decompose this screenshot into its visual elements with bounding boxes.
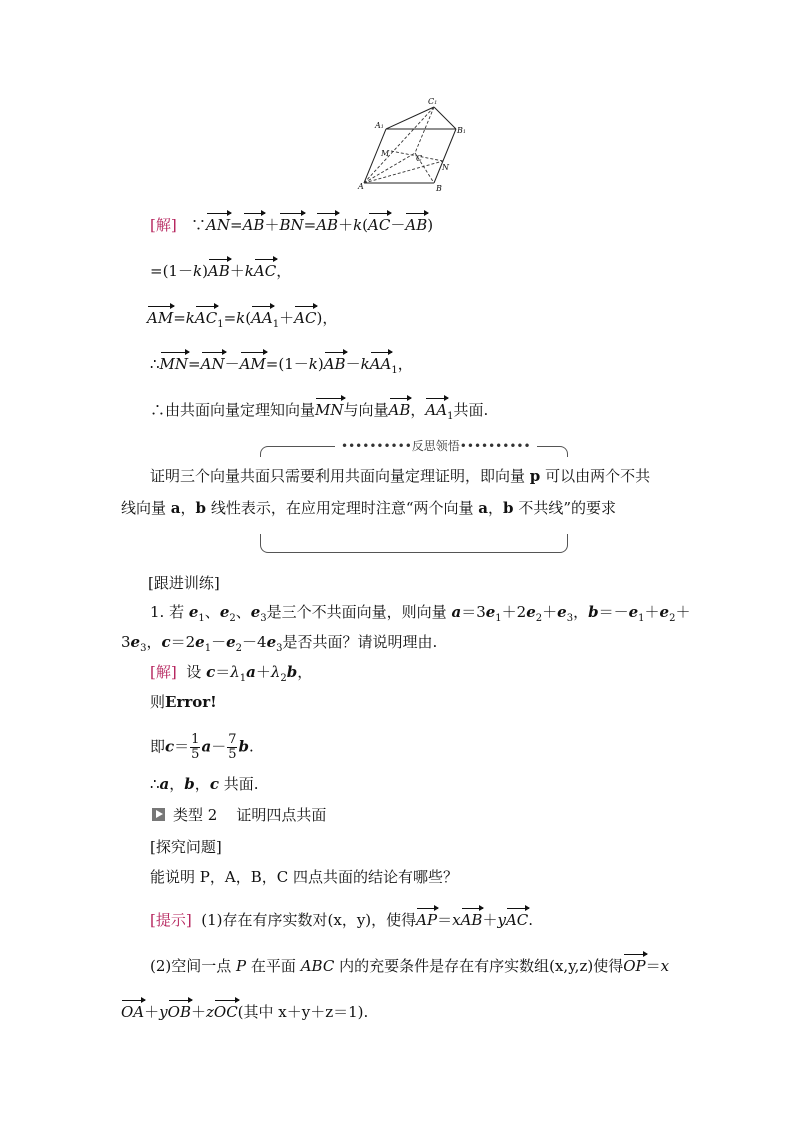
label-c1: C1: [428, 97, 438, 106]
play-triangle-icon: [152, 808, 165, 821]
solution-line-1: [解] ∵AN=AB＋BN=AB＋k(AC－AB): [150, 211, 433, 235]
reflection-title: ••••••••••反思领悟••••••••••: [335, 437, 537, 455]
reflection-line-1: 证明三个向量共面只需要利用共面向量定理证明，即向量 p 可以由两个不共: [150, 467, 651, 485]
question-line-2: $3e_3$，$c=2e_1-e_2-4e_3$是否共面？请说明理由.: [121, 633, 438, 654]
solution-line-5: ∴由共面向量定理知向量MN与向量AB，$AA_1$共面.: [150, 396, 488, 427]
hint-line-3: OA＋yOB＋zOC(其中 x＋y＋z＝1).: [121, 998, 368, 1022]
solution-line-3: $AM=kAC_1=k(AA_1+AC)$，: [147, 304, 337, 335]
explore-heading: [探究问题]: [150, 838, 222, 856]
type2-heading: 类型 2 证明四点共面: [152, 805, 326, 825]
error-text: Error!: [165, 693, 217, 711]
label-a1: A1: [375, 121, 384, 130]
training-conclusion: ∴a，b，c 共面.: [150, 775, 259, 793]
label-b: B: [436, 184, 442, 193]
training-solution-line-3: 即c＝ $\frac{1}{5}$ a－ $\frac{7}{5}$ b.: [150, 732, 254, 762]
training-heading: [跟进训练]: [148, 574, 220, 592]
question-line-1: 1. 若 $e_1$、$e_2$、$e_3$是三个不共面向量，则向量 $a=3e_1+2e_2+e_3$，$b=-e_1+e_2+$: [150, 603, 691, 624]
hint-line-2: (2)空间一点 P 在平面 ABC 内的充要条件是存在有序实数组(x,y,z)使得OP＝x: [150, 952, 669, 976]
reflection-box-bottom: [260, 534, 568, 553]
solution-line-2: =(1－k)AB＋kAC，: [150, 257, 291, 281]
hint-line-1: [提示] (1)存在有序实数对(x，y)，使得AP＝xAB＋yAC.: [150, 906, 533, 930]
solution-line-4: ∴MN=AN－AM=(1－k)AB－kAA$_1$，: [150, 350, 413, 381]
reflection-line-2: 线向量 a，b 线性表示，在应用定理时注意“两个向量 a，b 不共线”的要求: [121, 499, 616, 517]
label-n: N: [442, 163, 449, 172]
prism-figure: [355, 95, 475, 195]
label-a: A: [358, 182, 364, 191]
solution-tag: [解]: [150, 216, 177, 234]
training-solution-line-2: 则Error!: [150, 693, 217, 711]
explore-question: 能说明 P，A，B，C 四点共面的结论有哪些？: [150, 868, 458, 886]
label-b1: B1: [457, 126, 467, 135]
label-m: M: [381, 149, 390, 158]
training-solution-line-1: [解] 设 $c=\lambda_1a+\lambda_2b$，: [150, 663, 313, 684]
label-c: C: [416, 154, 423, 163]
